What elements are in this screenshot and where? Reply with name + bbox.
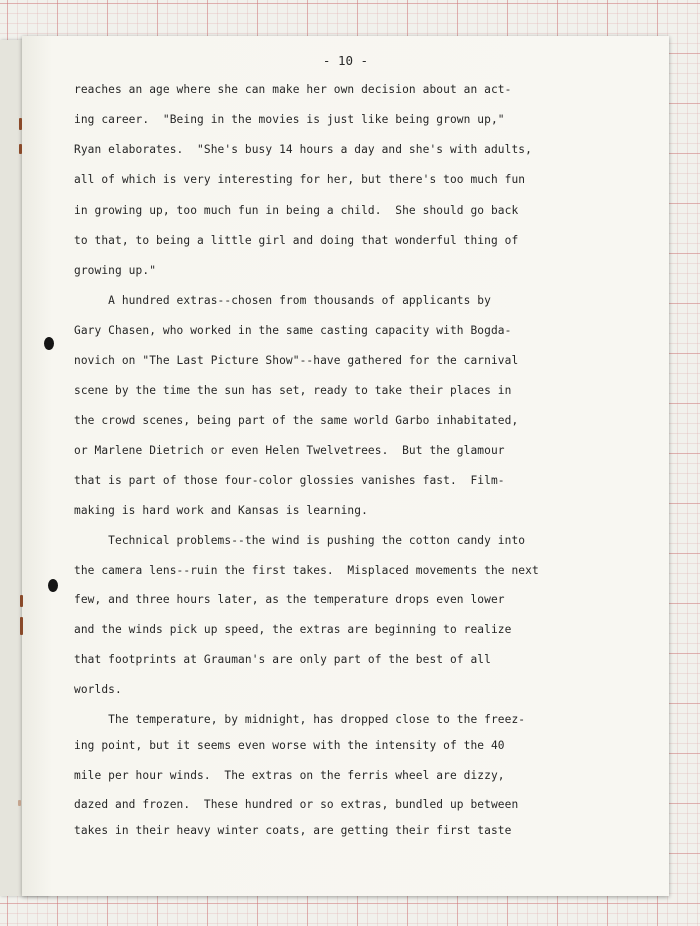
text-line: The temperature, by midnight, has dropped close to the freez- <box>74 713 526 726</box>
text-line: ing career. "Being in the movies is just like being grown up," <box>74 113 505 126</box>
text-line: Technical problems--the wind is pushing the cotton candy into <box>74 534 526 547</box>
text-line: all of which is very interesting for her, but there's too much fun <box>74 173 526 186</box>
staple-mark <box>20 595 23 607</box>
text-line: A hundred extras--chosen from thousands of applicants by <box>74 294 491 307</box>
staple-mark <box>19 118 22 130</box>
text-line: the crowd scenes, being part of the same world Garbo inhabitated, <box>74 414 519 427</box>
page-number: - 10 - <box>322 53 369 68</box>
text-line: that is part of those four-color glossies vanishes fast. Film- <box>74 474 505 487</box>
text-line: ing point, but it seems even worse with the intensity of the 40 <box>74 739 505 752</box>
text-line: few, and three hours later, as the temperature drops even lower <box>74 593 505 606</box>
text-line: growing up." <box>74 264 157 277</box>
punch-hole <box>48 579 58 592</box>
text-line: the camera lens--ruin the first takes. Misplaced movements the next <box>74 564 539 577</box>
text-line: that footprints at Grauman's are only part of the best of all <box>74 653 491 666</box>
text-line: Ryan elaborates. "She's busy 14 hours a day and she's with adults, <box>74 143 532 156</box>
staple-mark <box>18 800 21 806</box>
text-line: takes in their heavy winter coats, are getting their first taste <box>74 824 512 837</box>
staple-mark <box>20 617 23 635</box>
text-line: dazed and frozen. These hundred or so extras, bundled up between <box>74 798 519 811</box>
text-line: making is hard work and Kansas is learning. <box>74 504 368 517</box>
text-line: scene by the time the sun has set, ready to take their places in <box>74 384 512 397</box>
punch-hole <box>44 337 54 350</box>
text-line: or Marlene Dietrich or even Helen Twelvetrees. But the glamour <box>74 444 505 457</box>
staple-mark <box>19 144 22 154</box>
text-line: in growing up, too much fun in being a child. She should go back <box>74 204 519 217</box>
text-line: novich on "The Last Picture Show"--have gathered for the carnival <box>74 354 519 367</box>
text-line: worlds. <box>74 683 122 696</box>
text-line: and the winds pick up speed, the extras are beginning to realize <box>74 623 512 636</box>
typewritten-page <box>22 36 669 896</box>
text-line: to that, to being a little girl and doing that wonderful thing of <box>74 234 519 247</box>
text-line: reaches an age where she can make her own decision about an act- <box>74 83 512 96</box>
text-line: Gary Chasen, who worked in the same casting capacity with Bogda- <box>74 324 512 337</box>
text-line: mile per hour winds. The extras on the ferris wheel are dizzy, <box>74 769 505 782</box>
